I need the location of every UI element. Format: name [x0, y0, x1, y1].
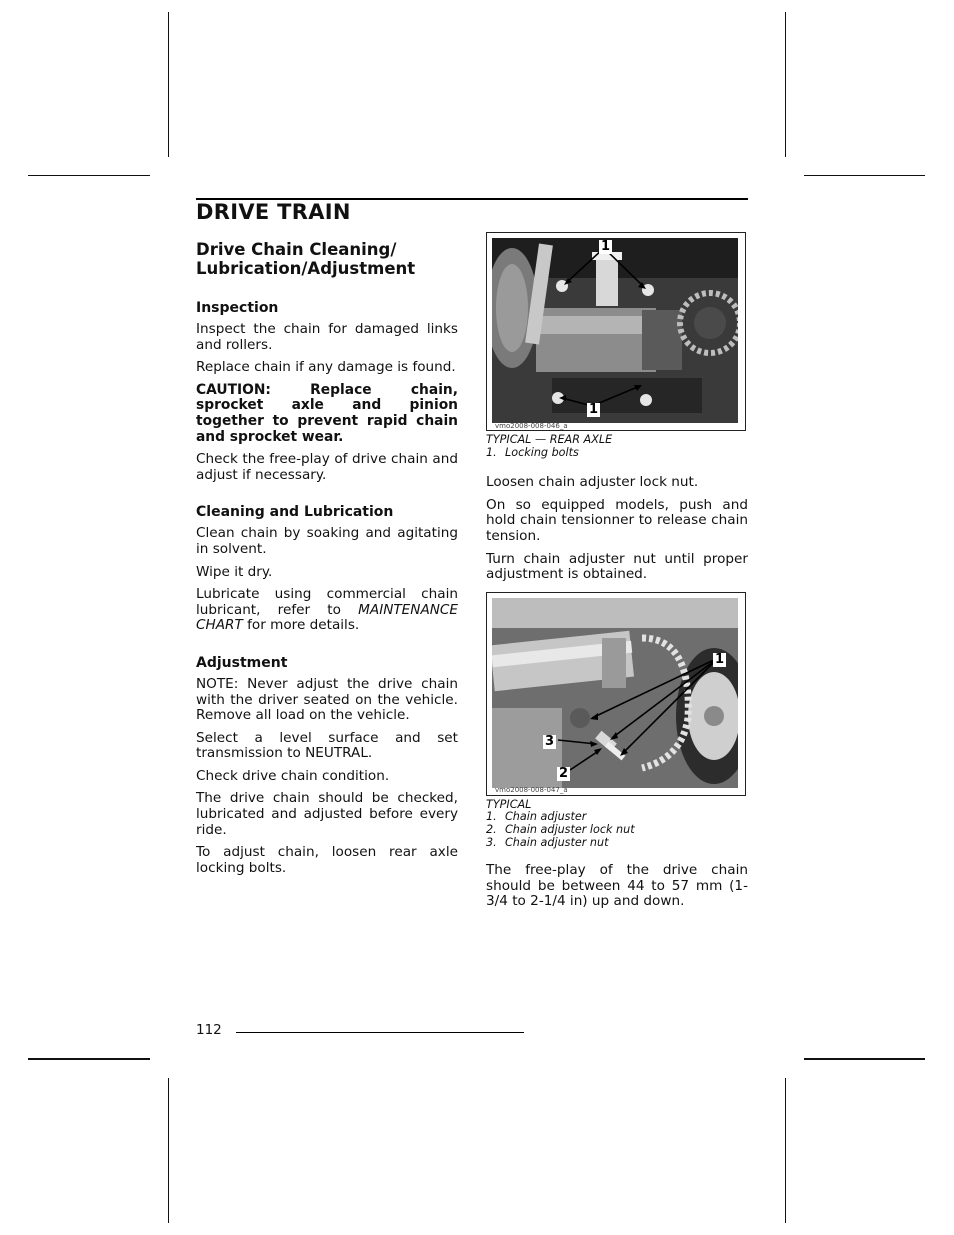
callout-number: 3 — [545, 733, 555, 749]
callout-number: 1 — [715, 651, 725, 667]
adjustment-paragraph: The drive chain should be checked, lubricated and adjusted before every ride. — [196, 790, 458, 838]
caution-paragraph — [196, 383, 458, 445]
caution-label: CAUTION: — [196, 381, 271, 398]
cleaning-paragraph — [196, 587, 458, 634]
inspection-heading: Inspection — [196, 300, 279, 316]
chain-adjuster-figure — [486, 592, 746, 796]
crop-mark — [28, 1058, 150, 1060]
crop-mark — [785, 12, 786, 157]
figure-caption: TYPICAL — REAR AXLE — [486, 433, 613, 446]
rear-axle-photo-graphic — [492, 238, 738, 423]
lubricate-text: Lubricate using commercial chain lubricant, refer to — [196, 586, 458, 618]
procedure-heading: Drive Chain Cleaning/ Lubrication/Adjustment — [196, 240, 416, 278]
section-title: DRIVE TRAIN — [196, 200, 351, 224]
chain-adjuster-photo — [492, 598, 738, 788]
adjustment-paragraph: To adjust chain, loosen rear axle locking bolts. — [196, 844, 458, 876]
callout-number: 1 — [589, 402, 599, 417]
chain-adjuster-photo-graphic — [492, 598, 738, 788]
adjustment-heading: Adjustment — [196, 654, 288, 671]
caution-text: Replace chain, sprocket axle and pinion together to prevent rapid chain and sprocket wear. — [196, 381, 458, 445]
crop-mark — [804, 1058, 925, 1060]
free-play-paragraph: The free-play of the drive chain should be between 44 to 57 mm (1-3/4 to 2-1/4 in) up and down. — [486, 862, 748, 910]
lubricate-text-end: for more details. — [242, 617, 360, 634]
crop-mark — [168, 12, 169, 157]
inspection-paragraph: Inspect the chain for damaged links and rollers. — [196, 321, 458, 353]
crop-mark — [804, 175, 925, 176]
rear-axle-figure — [486, 232, 746, 431]
note-paragraph — [196, 677, 458, 724]
crop-mark — [168, 1078, 169, 1223]
note-label: NOTE: — [196, 675, 239, 692]
figure-code: vmo2008-008-047_a — [495, 785, 568, 794]
legend-item: 1. Chain adjuster — [486, 810, 587, 824]
figure-legend — [486, 811, 748, 849]
crop-mark — [28, 175, 150, 176]
callout-number: 1 — [601, 239, 611, 254]
procedure-paragraph: Loosen chain adjuster lock nut. — [486, 474, 699, 491]
cleaning-paragraph: Wipe it dry. — [196, 563, 273, 580]
maintenance-chart-reference: MAINTENANCE CHART — [196, 601, 458, 634]
figure-caption: TYPICAL — [486, 797, 532, 811]
page-number: 112 — [196, 1022, 222, 1038]
callout-number: 2 — [559, 765, 569, 781]
legend-item: 1. Locking bolts — [486, 445, 579, 459]
figure-legend — [486, 447, 748, 460]
right-column — [486, 232, 748, 917]
footer-rule — [236, 1032, 524, 1033]
figure-code: vmo2008-008-046_a — [495, 422, 568, 430]
rear-axle-photo — [492, 238, 738, 423]
adjustment-paragraph: Select a level surface and set transmission to NEUTRAL. — [196, 729, 458, 762]
note-text: Never adjust the drive chain with the driver seated on the vehicle. Remove all load on the vehicle. — [196, 675, 458, 724]
legend-item: 2. Chain adjuster lock nut — [486, 822, 635, 836]
procedure-paragraph: Turn chain adjuster nut until proper adjustment is obtained. — [486, 550, 748, 583]
crop-mark — [785, 1078, 786, 1223]
legend-item: 3. Chain adjuster nut — [486, 835, 609, 849]
procedure-paragraph: On so equipped models, push and hold chain tensionner to release chain tension. — [486, 496, 748, 544]
adjustment-paragraph: Check drive chain condition. — [196, 767, 390, 784]
left-column — [196, 240, 458, 883]
inspection-paragraph: Check the free-play of drive chain and adjust if necessary. — [196, 451, 458, 483]
cleaning-heading: Cleaning and Lubrication — [196, 504, 394, 521]
inspection-paragraph: Replace chain if any damage is found. — [196, 359, 456, 376]
cleaning-paragraph: Clean chain by soaking and agitating in solvent. — [196, 525, 458, 557]
